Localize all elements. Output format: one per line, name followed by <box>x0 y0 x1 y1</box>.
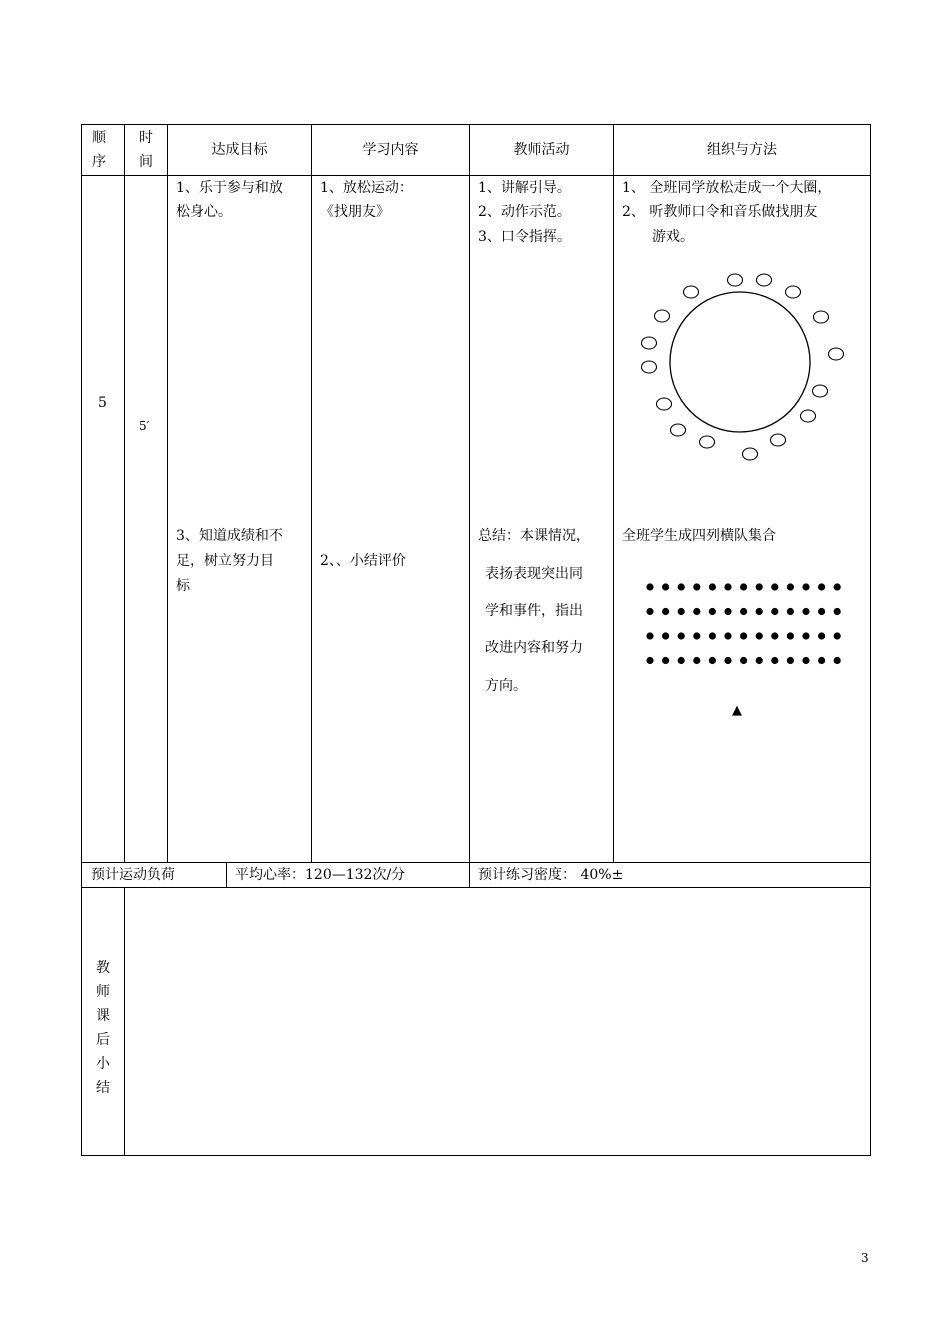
student-dot <box>662 583 669 590</box>
student-dot <box>709 583 716 590</box>
student-dot <box>678 657 685 664</box>
student-dot <box>693 657 700 664</box>
content-1-line-2: 《找朋友》 <box>320 204 390 220</box>
student-dot <box>756 608 763 615</box>
goal-3-line-2: 足，树立努力目 <box>176 553 274 569</box>
student-dot <box>802 657 809 664</box>
student-dot <box>771 657 778 664</box>
student-dot <box>802 632 809 639</box>
student-dot <box>771 608 778 615</box>
teacher-summary-4: 改进内容和努力 <box>485 640 583 656</box>
header-content: 学习内容 <box>362 142 419 158</box>
student-dot <box>662 657 669 664</box>
student-dot <box>740 608 747 615</box>
student-dot <box>834 657 841 664</box>
student-dot <box>787 583 794 590</box>
organization-1: 1、 全班同学放松走成一个大圈， <box>622 180 832 196</box>
goal-3-line-1: 3、知道成绩和不 <box>176 528 283 544</box>
student-dot <box>771 583 778 590</box>
header-order: 顺序 <box>92 130 106 170</box>
goal-1-line-2: 松身心。 <box>176 204 232 220</box>
student-dot <box>724 608 731 615</box>
student-dot <box>787 608 794 615</box>
teacher-1: 1、讲解引导。 <box>478 180 571 196</box>
row-time: 5′ <box>139 419 150 433</box>
student-dot <box>724 583 731 590</box>
header-organization: 组织与方法 <box>707 142 777 158</box>
student-dot <box>646 583 653 590</box>
student-dot <box>740 657 747 664</box>
practice-density: 预计练习密度： 40%± <box>478 867 624 883</box>
student-dot <box>787 657 794 664</box>
student-dot <box>709 608 716 615</box>
reflection-body <box>125 888 870 1155</box>
load-label: 预计运动负荷 <box>91 867 175 883</box>
student-dot <box>818 632 825 639</box>
student-dot <box>771 632 778 639</box>
content-1-line-1: 1、放松运动： <box>320 180 413 196</box>
student-dot <box>709 632 716 639</box>
student-dot <box>662 608 669 615</box>
student-dot <box>818 608 825 615</box>
teacher-summary-2: 表扬表现突出同 <box>485 566 583 582</box>
student-dot <box>662 632 669 639</box>
teacher-3: 3、口令指挥。 <box>478 229 571 245</box>
student-dot <box>724 657 731 664</box>
student-dot <box>818 583 825 590</box>
page-number: 3 <box>861 1251 869 1265</box>
student-dot <box>756 583 763 590</box>
row-order: 5 <box>98 395 107 411</box>
student-dot <box>834 608 841 615</box>
student-dot <box>646 657 653 664</box>
student-dot <box>678 583 685 590</box>
student-dot <box>678 632 685 639</box>
student-dot <box>756 632 763 639</box>
formation-caption: 全班学生成四列横队集合 <box>622 528 776 544</box>
goal-3-line-3: 标 <box>176 578 190 594</box>
student-dot <box>709 657 716 664</box>
reflection-label: 教师课后小结 <box>96 960 110 1096</box>
student-dot <box>802 608 809 615</box>
student-dot-grid <box>646 583 840 664</box>
student-dot <box>646 632 653 639</box>
teacher-summary-1: 总结：本课情况， <box>478 528 590 544</box>
student-dot <box>740 583 747 590</box>
student-dot <box>834 583 841 590</box>
teacher-summary-5: 方向。 <box>485 678 527 694</box>
student-dot <box>818 657 825 664</box>
header-teacher: 教师活动 <box>513 142 570 158</box>
student-dot <box>693 632 700 639</box>
student-dot <box>740 632 747 639</box>
student-dot <box>787 632 794 639</box>
content-2: 2、、小结评价 <box>320 553 406 569</box>
student-dot <box>678 608 685 615</box>
student-dot <box>756 657 763 664</box>
student-dot <box>693 608 700 615</box>
teacher-marker: ▲ <box>732 703 742 718</box>
student-dot <box>693 583 700 590</box>
organization-2-line-1: 2、 听教师口令和音乐做找朋友 <box>622 204 818 220</box>
student-dot <box>834 632 841 639</box>
student-dot <box>802 583 809 590</box>
teacher-2: 2、动作示范。 <box>478 204 571 220</box>
teacher-summary-3: 学和事件，指出 <box>485 603 583 619</box>
heart-rate: 平均心率：120—132次/分 <box>235 867 406 883</box>
header-goals: 达成目标 <box>211 142 268 158</box>
header-time: 时间 <box>139 130 153 170</box>
student-dot <box>646 608 653 615</box>
student-dot <box>724 632 731 639</box>
organization-2-line-2: 游戏。 <box>652 229 694 245</box>
goal-1-line-1: 1、乐于参与和放 <box>176 180 283 196</box>
